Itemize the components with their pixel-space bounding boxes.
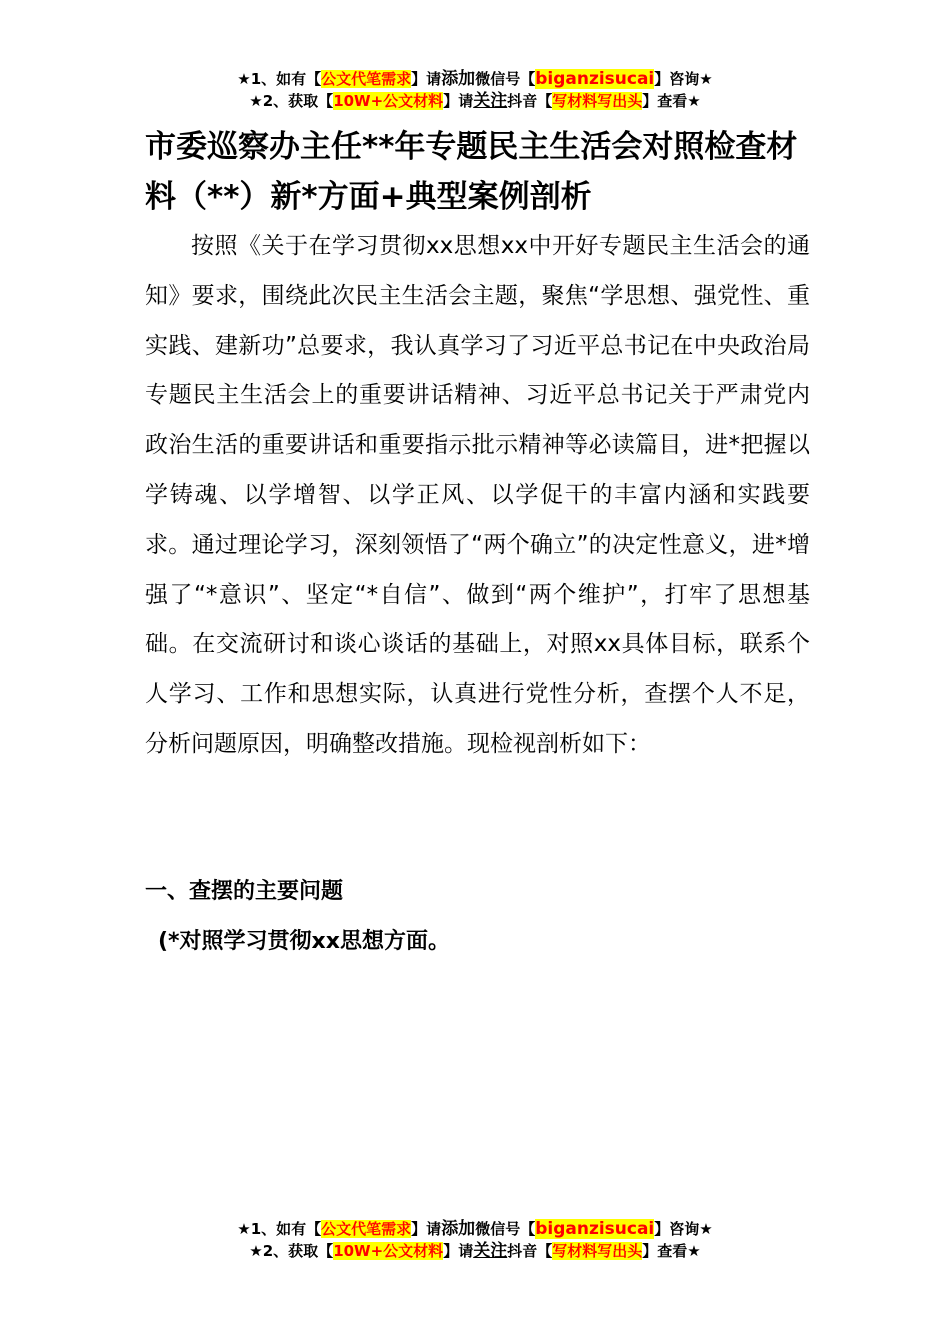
banner-line-1 bbox=[0, 1218, 950, 1240]
section-heading: 一、查摆的主要问题 bbox=[145, 879, 344, 904]
banner-highlight: 公文代笔需求 bbox=[321, 70, 412, 88]
header-banner bbox=[0, 68, 950, 112]
banner-text: 】请 bbox=[443, 1242, 474, 1260]
banner-text: 】查看★ bbox=[642, 92, 701, 110]
banner-text: 】请 bbox=[443, 92, 474, 110]
banner-highlight: 公文代笔需求 bbox=[321, 1220, 412, 1238]
banner-text: ★2、获取【 bbox=[249, 92, 334, 110]
banner-line-2 bbox=[0, 1240, 950, 1262]
banner-text: 】咨询★ bbox=[654, 1220, 713, 1238]
banner-text: 关注 bbox=[473, 1241, 508, 1261]
banner-text: 】请 bbox=[411, 1220, 442, 1238]
banner-text: 微信号【 bbox=[475, 70, 536, 88]
banner-text: 关注 bbox=[473, 91, 508, 111]
subsection-heading: (*对照学习贯彻xx思想方面。 bbox=[158, 929, 450, 954]
banner-text: 添加 bbox=[441, 69, 476, 89]
banner-highlight: 写材料写出头 bbox=[552, 92, 643, 110]
banner-text: 微信号【 bbox=[475, 1220, 536, 1238]
banner-highlight: 10W+公文材料 bbox=[333, 1242, 444, 1260]
banner-line-1 bbox=[0, 68, 950, 90]
banner-wechat-id: biganzisucai bbox=[535, 69, 655, 89]
banner-text: 】查看★ bbox=[642, 1242, 701, 1260]
banner-line-2 bbox=[0, 90, 950, 112]
banner-text: 添加 bbox=[441, 1219, 476, 1239]
banner-highlight: 10W+公文材料 bbox=[333, 92, 444, 110]
document-title: 市委巡察办主任**年专题民主生活会对照检查材料（**）新*方面+典型案例剖析 bbox=[145, 129, 798, 215]
banner-text: 】咨询★ bbox=[654, 70, 713, 88]
banner-highlight: 写材料写出头 bbox=[552, 1242, 643, 1260]
footer-banner bbox=[0, 1218, 950, 1262]
banner-text: ★1、如有【 bbox=[237, 70, 322, 88]
body-paragraph: 按照《关于在学习贯彻xx思想xx中开好专题民主生活会的通知》要求，围绕此次民主生活会主题，聚焦“学思想、强党性、重实践、建新功”总要求，我认真学习了习近平总书记在中央政治局专题民主生活会上的重要讲话精神、习近平总书记关于严肃党内政治生活的重要讲话和重要指示批示精神等必读篇目，进*把握以学铸魂、以学增智、以学正风、以学促干的丰富内涵和实践要求。通过理论学习，深刻领悟了“两个确立”的决定性意义，进*增强了“*意识”、坚定“*自信”、做到“两个维护”，打牢了思想基础。在交流研讨和谈心谈话的基础上，对照xx具体目标，联系个人学习、工作和思想实际，认真进行党性分析，查摆个人不足，分析问题原因，明确整改措施。现检视剖析如下： bbox=[145, 233, 810, 757]
banner-text: 】请 bbox=[411, 70, 442, 88]
banner-text: ★2、获取【 bbox=[249, 1242, 334, 1260]
banner-wechat-id: biganzisucai bbox=[535, 1219, 655, 1239]
banner-text: ★1、如有【 bbox=[237, 1220, 322, 1238]
banner-text: 抖音【 bbox=[507, 1242, 553, 1260]
banner-text: 抖音【 bbox=[507, 92, 553, 110]
